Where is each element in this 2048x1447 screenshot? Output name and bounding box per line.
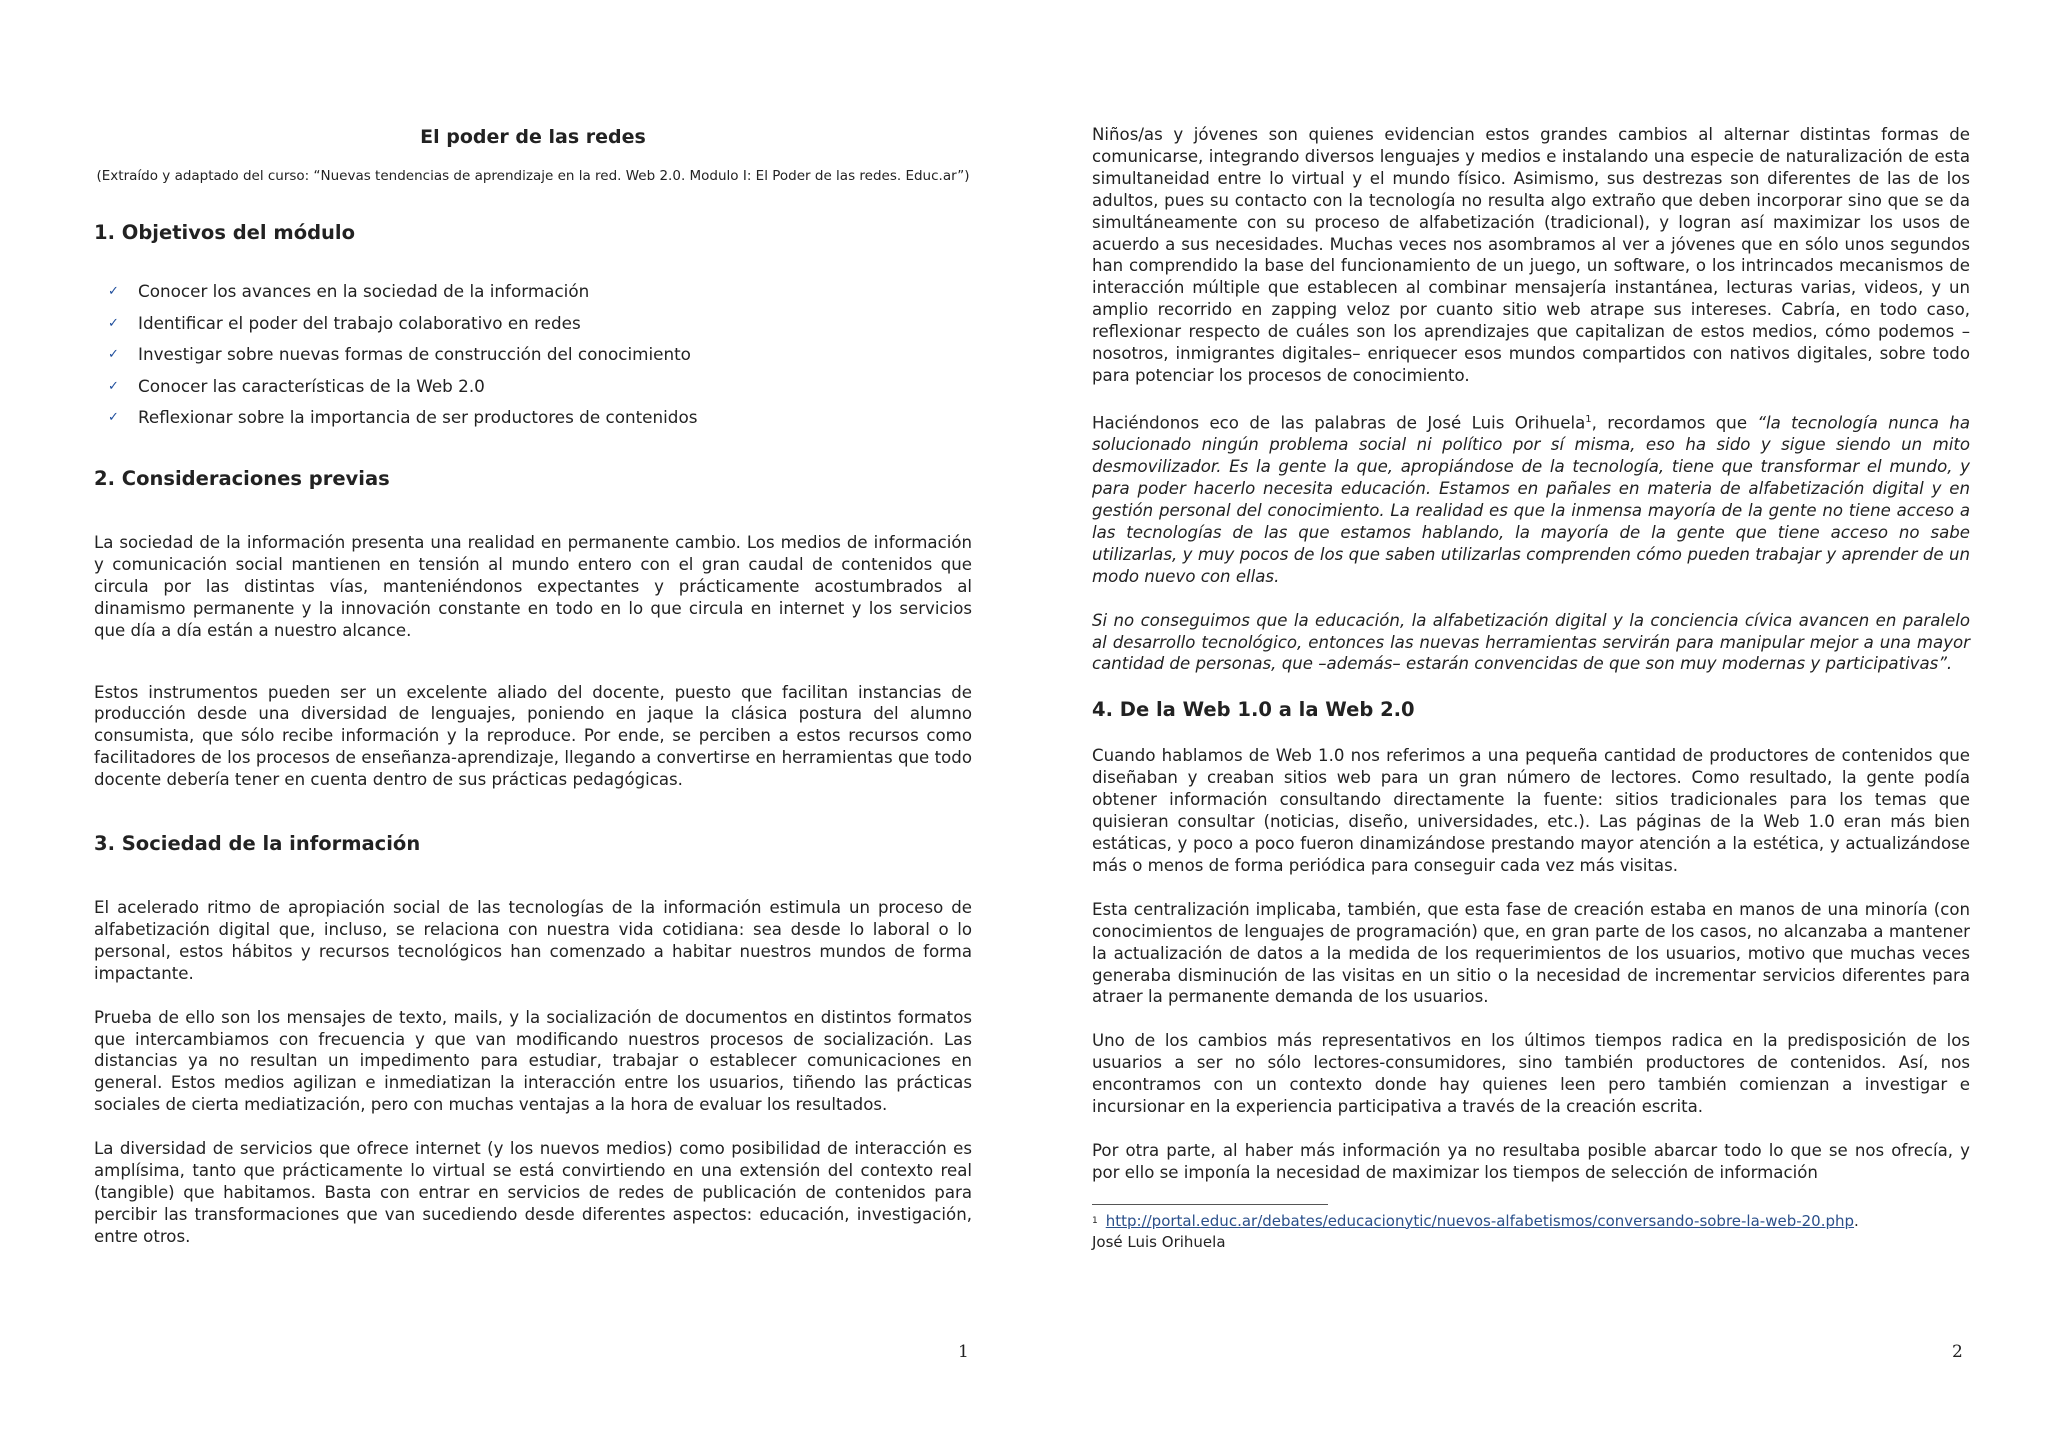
quote-text: “la tecnología nunca ha solucionado ningún problema social ni político por sí misma, eso ha sido y sigue siendo un mito desmovilizador. Es la gente la que, apropiándose de la tecnología, tiene que transformar el mundo, y para poder hacerlo necesita educación. Estamos en pañales en materia de alfabetización digital y en gestión personal del conocimiento. La realidad es que la inmensa mayoría de la gente no tiene acceso a las tecnologías de las que estamos hablando, la mayoría de la gente que tiene acceso no sabe utilizarlas, y muy pocos de los que saben utilizarlas comprenden cómo pueden trabajar y aprender de un modo nuevo con ellas. — [1092, 413, 1970, 586]
objectives-list — [94, 276, 972, 434]
list-item: ✓ Identificar el poder del trabajo colaborativo en redes — [94, 308, 972, 340]
checkmark-icon: ✓ — [108, 284, 119, 299]
footnote-reference: 1 — [1585, 413, 1592, 425]
paragraph: La sociedad de la información presenta una realidad en permanente cambio. Los medios de información y comunicación social mantienen en tensión al mundo entero con el gran caudal de contenidos que circula por las distintas vías, manteniéndonos expectantes y prácticamente acostumbrados al dinamismo permanente y la innovación constante en todo en lo que circula en internet y los servicios que día a día están a nuestro alcance. — [94, 532, 972, 640]
section-heading-consideraciones: 2. Consideraciones previas — [94, 466, 390, 490]
checkmark-icon: ✓ — [108, 315, 119, 331]
list-item: ✓ Conocer los avances en la sociedad de la información — [94, 276, 972, 308]
paragraph: Por otra parte, al haber más información ya no resultaba posible abarcar todo lo que se nos ofrecía, y por ello se imponía la necesidad de maximizar los tiempos de selección de información — [1092, 1140, 1970, 1182]
quote-paragraph: Si no conseguimos que la educación, la alfabetización digital y la conciencia cívica avancen en paralelo al desarrollo tecnológico, entonces las nuevas herramientas servirán para manipular mejor a una mayor cantidad de personas, que –además– estarán convencidas de que son muy modernas y participativas”. — [1092, 610, 1970, 674]
paragraph: El acelerado ritmo de apropiación social de las tecnologías de la información estimula un proceso de alfabetización digital que, incluso, se relaciona con nuestra vida cotidiana: sea desde lo laboral o lo personal, estos hábitos y recursos tecnológicos han comenzado a habitar nuestros mundos de forma impactante. — [94, 898, 972, 983]
footnote-link[interactable]: http://portal.educ.ar/debates/educacionytic/nuevos-alfabetismos/conversando-sobre-la-web-20.php — [1105, 1211, 1855, 1230]
paragraph: Cuando hablamos de Web 1.0 nos referimos a una pequeña cantidad de productores de contenidos que diseñaban y creaban sitios web para un gran número de lectores. Como resultado, la gente podía obtener información consultando directamente la fuente: sitios tradicionales para los temas que quisieran consultar (noticias, diseño, universidades, etc.). Las páginas de la Web 1.0 eran más bien estáticas, y poco a poco fueron dinamizándose prestando mayor atención a la estética, y actualizándose más o menos de forma periódica para conseguir cada vez más visitas. — [1092, 746, 1970, 875]
paragraph: Prueba de ello son los mensajes de texto, mails, y la socialización de documentos en distintos formatos que intercambiamos con frecuencia y que van modificando nuestros procesos de socialización. Las distancias ya no resultan un impedimento para estudiar, trabajar o establecer comunicaciones en general. Estos medios agilizan e inmediatizan la interacción entre los usuarios, tiñendo las prácticas sociales de cierta mediatización, pero con muchas ventajas a la hora de evaluar los resultados. — [94, 1007, 972, 1115]
footnote-divider — [1092, 1204, 1328, 1205]
section-heading-web: 4. De la Web 1.0 a la Web 2.0 — [1092, 698, 1415, 722]
paragraph: Uno de los cambios más representativos en los últimos tiempos radica en la predisposición de los usuarios a ser no sólo lectores-consumidores, sino también productores de contenidos. Así, nos encontramos con un contexto donde hay quienes leen pero también comienzan a investigar e incursionar en la experiencia participativa a través de la creación escrita. — [1092, 1031, 1970, 1117]
page-number-left: 1 — [958, 1342, 969, 1362]
footnote-marker: 1 — [1092, 1215, 1098, 1226]
section-heading-sociedad: 3. Sociedad de la información — [94, 832, 421, 856]
checkmark-icon: ✓ — [108, 410, 119, 426]
paragraph: La diversidad de servicios que ofrece internet (y los nuevos medios) como posibilidad de interacción es amplísima, tanto que prácticamente lo virtual se está convirtiendo en una extensión del contexto real (tangible) que habitamos. Basta con entrar en servicios de redes de publicación de contenidos para percibir las transformaciones que van sucediendo desde diferentes aspectos: educación, investigación, entre otros. — [94, 1139, 972, 1246]
page-left — [94, 120, 972, 1248]
paragraph: Esta centralización implicaba, también, que esta fase de creación estaba en manos de una minoría (con conocimientos de lenguajes de programación) que, en gran parte de los casos, no alcanzaba a mantener la actualización de datos a la medida de los requerimientos de los usuarios, motivo que muchas veces generaba disminución de las visitas en un sitio o la necesidad de incrementar servicios diferentes para atraer la permanente demanda de los usuarios. — [1092, 899, 1970, 1007]
quote-paragraph: Haciéndonos eco de las palabras de José Luis Orihuela$^1$, recordamos que “la tecnología nunca ha solucionado ningún problema social ni político por sí misma, eso ha sido y sigue siendo un mito desmovilizador. Es la gente la que, apropiándose de la tecnología, tiene que transformar el mundo, y para poder hacerlo necesita educación. Estamos en pañales en materia de alfabetización digital y en gestión personal del conocimiento. La realidad es que la inmensa mayoría de la gente no tiene acceso a las tecnologías de las que estamos hablando, la mayoría de la gente que tiene acceso no sabe utilizarlas, y muy pocos de los que saben utilizarlas comprenden cómo pueden trabajar y aprender de un modo nuevo con ellas. — [1092, 413, 1970, 586]
document-subtitle: (Extraído y adaptado del curso: “Nuevas tendencias de aprendizaje en la red. Web 2.0. Modulo I: El Poder de las redes. Educ.ar”) — [96, 168, 970, 184]
page-number-right: 2 — [1952, 1342, 1963, 1362]
paragraph: Estos instrumentos pueden ser un excelente aliado del docente, puesto que facilitan instancias de producción desde una diversidad de lenguajes, poniendo en jaque la clásica postura del alumno consumista, que sólo recibe información y la reproduce. Por ende, se perciben a estos recursos como facilitadores de los procesos de enseñanza-aprendizaje, llegando a convertirse en herramientas que todo docente debería tener en cuenta dentro de sus prácticas pedagógicas. — [94, 682, 972, 790]
list-item: ✓ Conocer las características de la Web 2.0 — [94, 371, 972, 403]
section-heading-objetivos: 1. Objetivos del módulo — [94, 221, 356, 244]
list-item: ✓ Reflexionar sobre la importancia de ser productores de contenidos — [94, 402, 972, 434]
checkmark-icon: ✓ — [108, 378, 119, 394]
list-item: ✓ Investigar sobre nuevas formas de construcción del conocimiento — [94, 339, 972, 371]
footnote-author: José Luis Orihuela — [1092, 1232, 1226, 1251]
document-title: El poder de las redes — [420, 126, 646, 148]
page-right — [1092, 124, 1970, 1253]
checkmark-icon: ✓ — [108, 347, 119, 363]
footnote: $^1$ http://portal.educ.ar/debates/educacionytic/nuevos-alfabetismos/conversando-sobre-la-web-20.php. José Luis Orihuela — [1092, 1211, 1859, 1251]
paragraph: Niños/as y jóvenes son quienes evidencian estos grandes cambios al alternar distintas formas de comunicarse, integrando diversos lenguajes y medios e instalando una especie de naturalización de esta simultaneidad entre lo virtual y el mundo físico. Asimismo, sus destrezas son diferentes de las de los adultos, pues su contacto con la tecnología no resulta algo extraño que deben incorporar sino que se da simultáneamente con su proceso de alfabetización (tradicional), y logran así maximizar los usos de acuerdo a sus necesidades. Muchas veces nos asombramos al ver a jóvenes que en sólo unos segundos han comprendido la base del funcionamiento de un juego, un software, o los intrincados mecanismos de interacción múltiple que establecen al combinar mensajería instantánea, lecturas varias, videos, y un amplio recorrido en zapping veloz por cuanto sitio web atrape sus intereses. Cabría, en todo caso, reflexionar respecto de cuáles son los aprendizajes que capitalizan de estos medios, cómo podemos –nosotros, inmigrantes digitales– enriquecer esos mundos compartidos con nativos digitales, sobre todo para potenciar los procesos de conocimiento. — [1092, 125, 1970, 385]
